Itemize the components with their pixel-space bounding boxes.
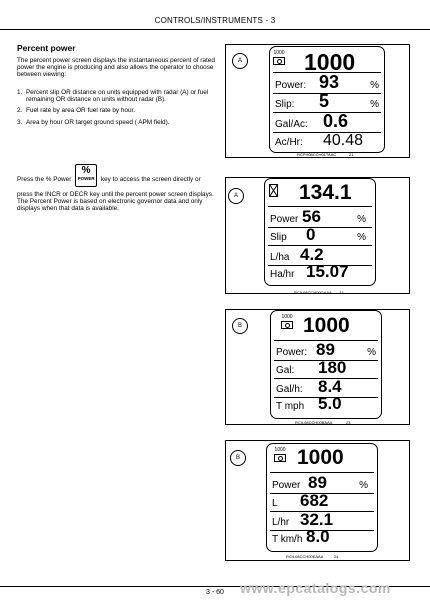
list-text: Area by hour OR target ground speed ( APM field). xyxy=(26,118,170,126)
watermark: www.epcatalogs.com xyxy=(240,580,391,596)
display-screen xyxy=(270,310,382,419)
figure-badge: B xyxy=(230,450,246,466)
instruction-paragraph xyxy=(17,165,217,213)
figure-caption-code: RCIL08CCH00EAAA xyxy=(286,554,324,559)
display-row: Slip: 5 % xyxy=(275,91,379,111)
header-rule xyxy=(0,29,430,30)
display-row: T km/h 8.0 xyxy=(272,527,330,546)
display-row: Power 56 % xyxy=(268,206,372,228)
figure-badge: A xyxy=(228,188,244,204)
display-row: Power 89 % xyxy=(270,472,374,494)
engine-rpm-value: 1000 xyxy=(303,314,350,337)
engine-rpm-value: 1000 xyxy=(297,446,344,469)
figure-badge: A xyxy=(232,53,248,69)
press-after-text: key to access the screen directly or press the INCR or DECR key until the percent power screen displays. The Percent Power is based on electronic governor data and only displays when that data is available. xyxy=(17,176,214,213)
display-row: Power: 93 % xyxy=(275,72,379,92)
engine-speed-icon: 1000 xyxy=(273,51,285,65)
engine-rpm-value: 1000 xyxy=(304,49,356,75)
list-text: Fuel rate by area OR fuel rate by hour. xyxy=(26,107,136,115)
engine-speed-icon: 1000 xyxy=(281,315,293,329)
top-value: 134.1 xyxy=(299,181,352,204)
display-row: Gal: 180 xyxy=(274,360,378,379)
display-row: L/hr 32.1 xyxy=(270,512,374,531)
display-screen xyxy=(269,46,385,153)
list-item xyxy=(17,107,217,114)
display-row: Power: 89 % xyxy=(276,340,376,359)
engine-warning-icon xyxy=(269,184,278,197)
intro-paragraph: The percent power screen displays the instantaneous percent of rated power the engine is producing and also allows the operator to choose between viewing: xyxy=(17,57,215,79)
figure-caption-code: RCIL08CCH00BAAA xyxy=(295,420,333,425)
figure-number: 23 xyxy=(346,420,351,425)
display-screen xyxy=(264,178,376,286)
display-row: Gal/Ac: 0.6 xyxy=(273,113,381,133)
display-row: Ac/Hr: 40.48 xyxy=(275,132,364,149)
figure-number: 22 xyxy=(339,290,344,295)
section-title: Percent power xyxy=(17,43,76,53)
figure-badge: B xyxy=(232,318,248,334)
press-text: Press the % Power xyxy=(17,176,72,184)
figure-23 xyxy=(225,309,410,425)
display-row: L/ha 4.2 xyxy=(268,246,372,266)
display-row: L 682 xyxy=(270,493,374,512)
display-row: T mph 5.0 xyxy=(276,394,342,413)
display-row: Gal/h: 8.4 xyxy=(274,379,378,398)
figure-22 xyxy=(225,177,410,294)
list-text: Percent slip OR distance on units equipped with radar (A) or fuel remaining OR distance on units without radar (B). xyxy=(26,89,209,104)
page-number: 3 - 60 xyxy=(206,589,224,596)
list-number: 1. xyxy=(17,89,23,96)
list-item xyxy=(17,119,217,126)
option-list xyxy=(17,89,217,130)
engine-speed-icon: 1000 xyxy=(274,448,286,462)
percent-power-key-icon: % POWER xyxy=(75,164,97,187)
list-number: 3. xyxy=(17,118,23,126)
figure-24 xyxy=(225,440,410,561)
figure-21 xyxy=(225,44,410,158)
figure-number: 24 xyxy=(334,554,339,559)
figure-caption-code: RCIL08CCH00GAAA xyxy=(294,290,332,295)
figure-caption-code: RCPH08CCH01TAAC xyxy=(297,152,337,157)
display-row: Ha/hr 15.07 xyxy=(270,262,349,281)
page-header: CONTROLS/INSTRUMENTS - 3 xyxy=(154,16,276,25)
list-item xyxy=(17,89,217,103)
display-screen xyxy=(266,443,378,552)
list-number: 2. xyxy=(17,107,23,115)
display-row: Slip 0 % xyxy=(268,227,372,246)
figure-number: 21 xyxy=(349,152,354,157)
